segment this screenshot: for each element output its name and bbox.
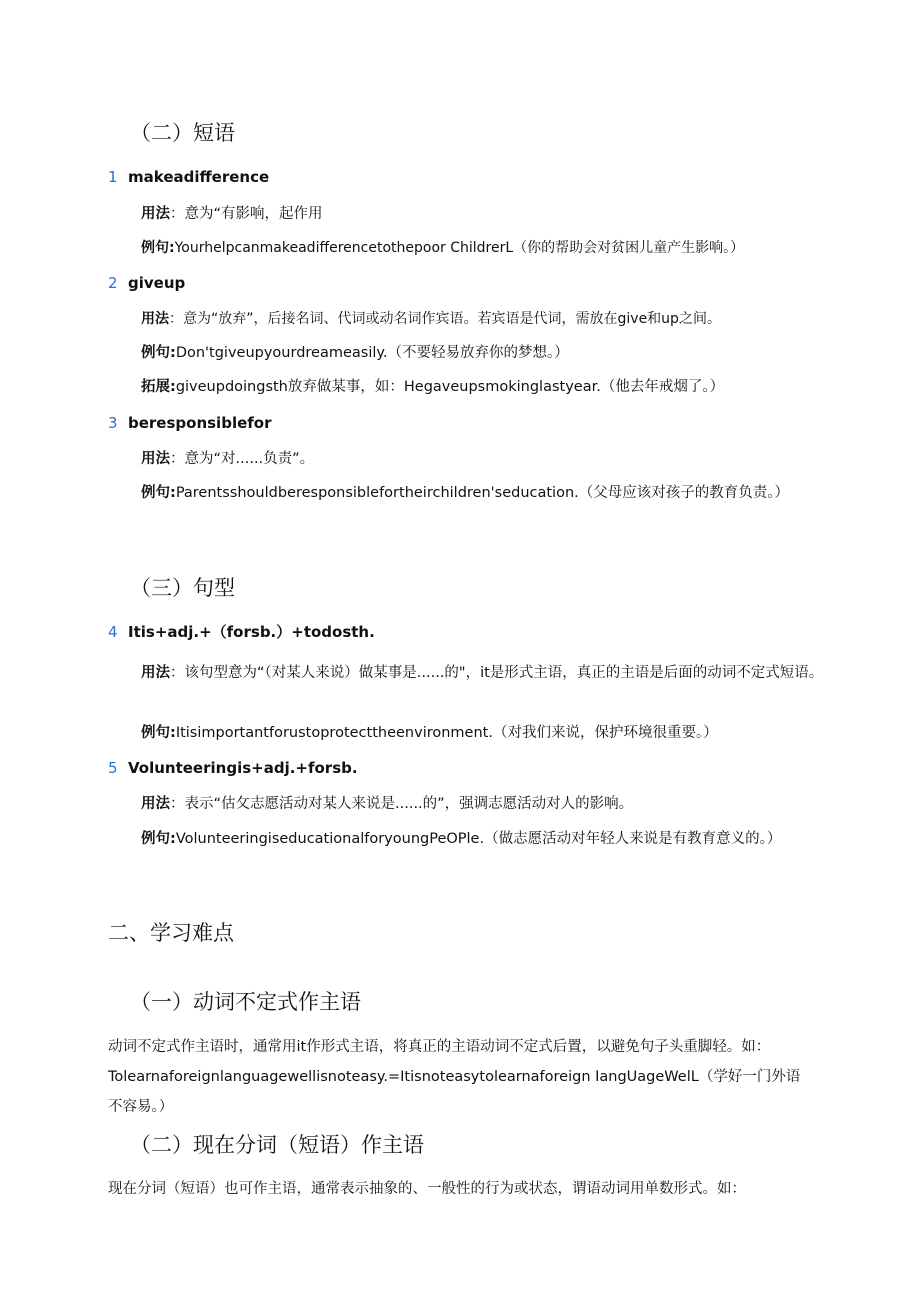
- example-line: [141, 824, 832, 854]
- usage-text: ：意为“有影响，起作用: [170, 206, 323, 222]
- list-item: [108, 757, 358, 779]
- list-item: [108, 166, 269, 188]
- extension-label: 拓展:: [141, 379, 176, 395]
- example-label: 例句:: [141, 831, 176, 847]
- item-phrase: makeadifference: [128, 168, 270, 186]
- heading-phrases: （二）短语: [130, 121, 235, 145]
- usage-label: 用法: [141, 665, 170, 681]
- example-line: [141, 478, 832, 508]
- example-label: 例句:: [141, 485, 176, 501]
- item-phrase: giveup: [128, 274, 186, 292]
- extension-text: giveupdoingsth放弃做某事，如：Hegaveupsmokinglastyear.（他去年戒烟了。）: [175, 379, 725, 395]
- example-line: [141, 718, 809, 748]
- heading-gerund: （二）现在分词（短语）作主语: [130, 1133, 424, 1157]
- list-item: [108, 412, 271, 434]
- list-item: [108, 272, 185, 294]
- paragraph-gerund: 现在分词（短语）也可作主语，通常表示抽象的、一般性的行为或状态，谓语动词用单数形式。如：: [108, 1181, 746, 1197]
- item-number: 4: [108, 623, 118, 641]
- heading-difficulty: 二、学习难点: [108, 921, 234, 945]
- example-label: 例句:: [141, 345, 176, 361]
- usage-line: [141, 789, 809, 819]
- usage-label: 用法: [141, 796, 170, 812]
- example-line: [141, 338, 809, 368]
- list-item: [108, 621, 375, 643]
- usage-line: [141, 444, 809, 474]
- usage-text: ：意为“放弃”，后接名词、代词或动名词作宾语。若宾语是代词，需放在give和up之间。: [169, 311, 721, 327]
- item-phrase: beresponsiblefor: [128, 414, 272, 432]
- usage-text: ：意为“对......负责”。: [170, 451, 315, 467]
- example-text: Parentsshouldberesponsiblefortheirchildren'seducation.（父母应该对孩子的教育负责。）: [175, 485, 789, 501]
- item-phrase: Itis+adj.+（forsb.）+todosth.: [128, 623, 375, 641]
- example-line: [141, 233, 821, 263]
- item-number: 3: [108, 414, 118, 432]
- paragraph-infinitive: 动词不定式作主语时，通常用it作形式主语，将真正的主语动词不定式后置，以避免句子头重脚轻。如：Tolearnaforeignlanguagewellisnoteasy.=Itisnoteasytolearnaforeign IangUageWelL（学好一门外语不容易。）: [108, 1039, 801, 1115]
- example-text: Yourhelpcanmakeadifferencetothepoor ChildrerL（你的帮助会对贫困儿童产生影响。）: [174, 240, 745, 256]
- usage-label: 用法: [141, 206, 170, 222]
- item-number: 2: [108, 274, 118, 292]
- usage-text: ：表示“估攵志愿活动对某人来说是......的”，强调志愿活动对人的影响。: [170, 796, 634, 812]
- usage-line: [141, 658, 832, 688]
- example-text: Itisimportantforustoprotecttheenvironment.（对我们来说，保护环境很重要。）: [175, 725, 718, 741]
- example-label: 例句:: [141, 240, 175, 256]
- usage-text: ：该句型意为“（对某人来说）做某事是......的"，it是形式主语，真正的主语是后面的动词不定式短语。: [170, 665, 824, 681]
- example-label: 例句:: [141, 725, 176, 741]
- extension-line: [141, 372, 809, 402]
- example-text: VolunteeringiseducationalforyoungPeOPle.（做志愿活动对年轻人来说是有教育意义的。）: [175, 831, 782, 847]
- usage-line: [141, 304, 821, 334]
- item-phrase: Volunteeringis+adj.+forsb.: [128, 759, 358, 777]
- item-number: 1: [108, 168, 118, 186]
- usage-line: [141, 199, 809, 229]
- heading-patterns: （三）句型: [130, 576, 235, 600]
- example-text: Don'tgiveupyourdreameasily.（不要轻易放弃你的梦想。）: [175, 345, 569, 361]
- usage-label: 用法: [141, 451, 170, 467]
- item-number: 5: [108, 759, 118, 777]
- heading-infinitive: （一）动词不定式作主语: [130, 990, 361, 1014]
- usage-label: 用法: [141, 311, 169, 327]
